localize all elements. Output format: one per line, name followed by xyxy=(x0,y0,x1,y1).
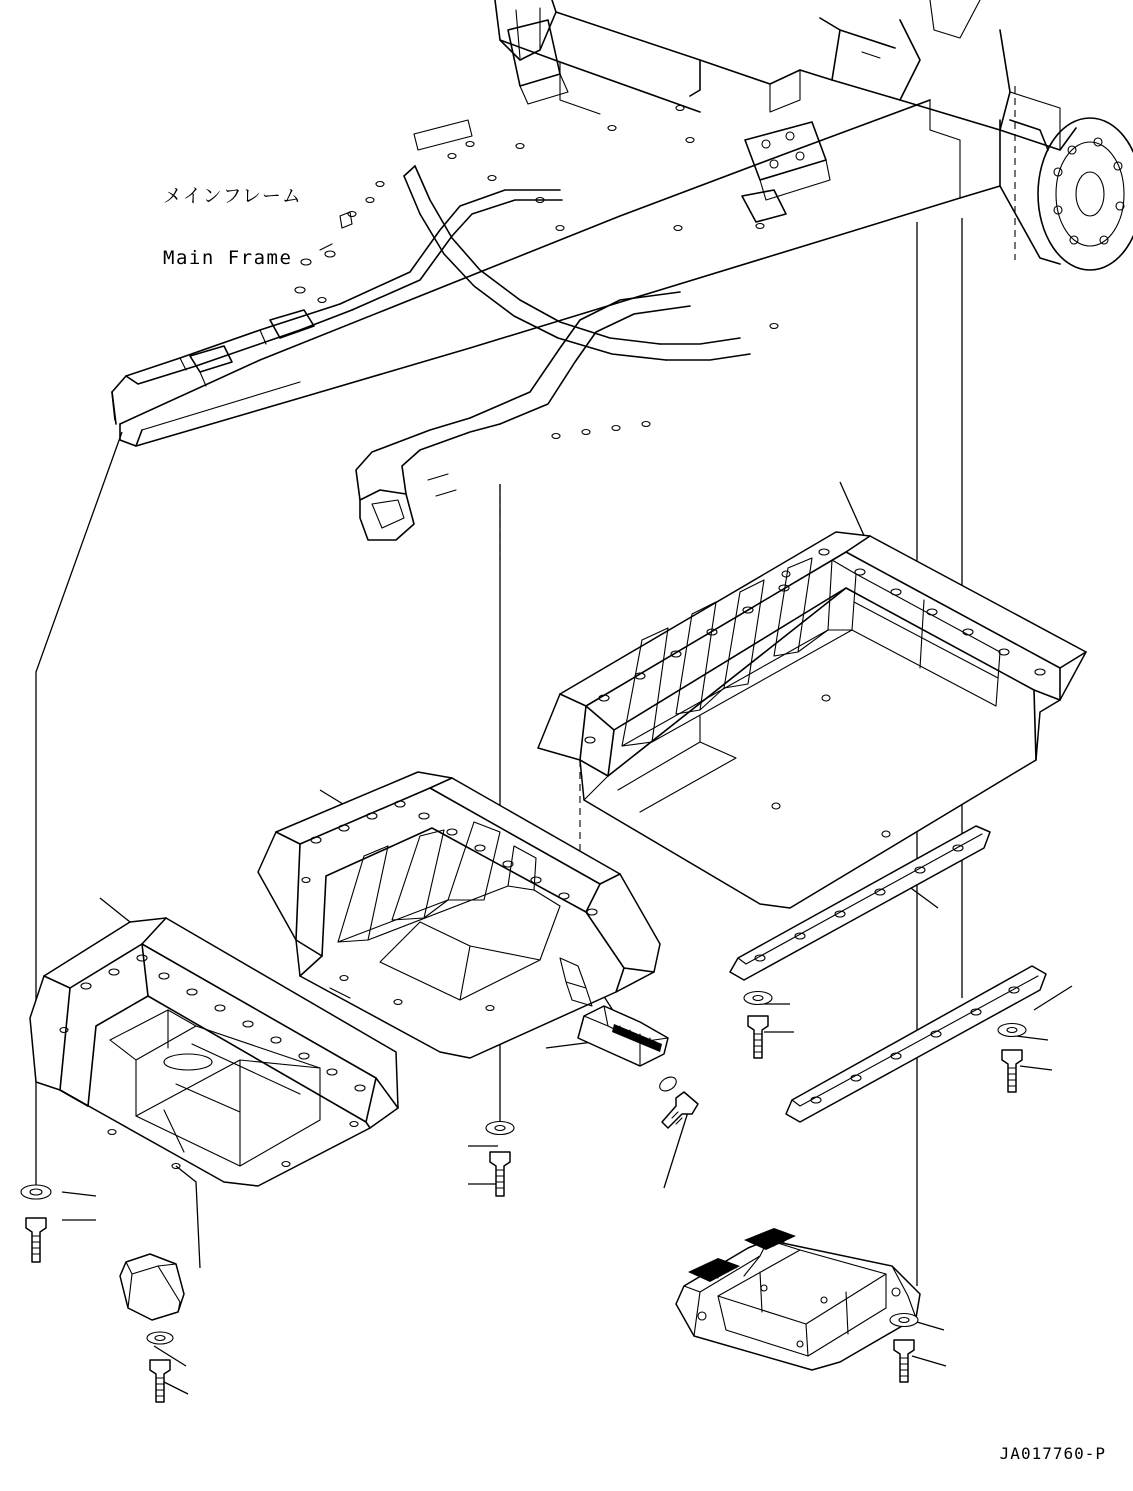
cover-plate-small xyxy=(120,1254,184,1320)
step-plate xyxy=(676,1228,920,1370)
bracket-small xyxy=(578,1006,668,1066)
bolt-center xyxy=(486,1122,514,1197)
main-frame-label xyxy=(163,146,302,309)
bolt-rail-upper xyxy=(744,992,772,1059)
bolt-step-plate xyxy=(890,1314,918,1383)
bolt-bottom-left xyxy=(147,1332,173,1402)
side-rail-lower xyxy=(786,966,1046,1122)
bolt-rail-lower xyxy=(998,1024,1026,1093)
undercover-rear xyxy=(538,532,1086,908)
drawing-number: JA017760-P xyxy=(999,1444,1106,1463)
main-frame-label-jp: メインフレーム xyxy=(163,185,302,208)
bolt-bracket xyxy=(657,1074,698,1128)
main-frame-label-en: Main Frame xyxy=(163,247,293,270)
bolt-front-left xyxy=(21,1185,51,1262)
